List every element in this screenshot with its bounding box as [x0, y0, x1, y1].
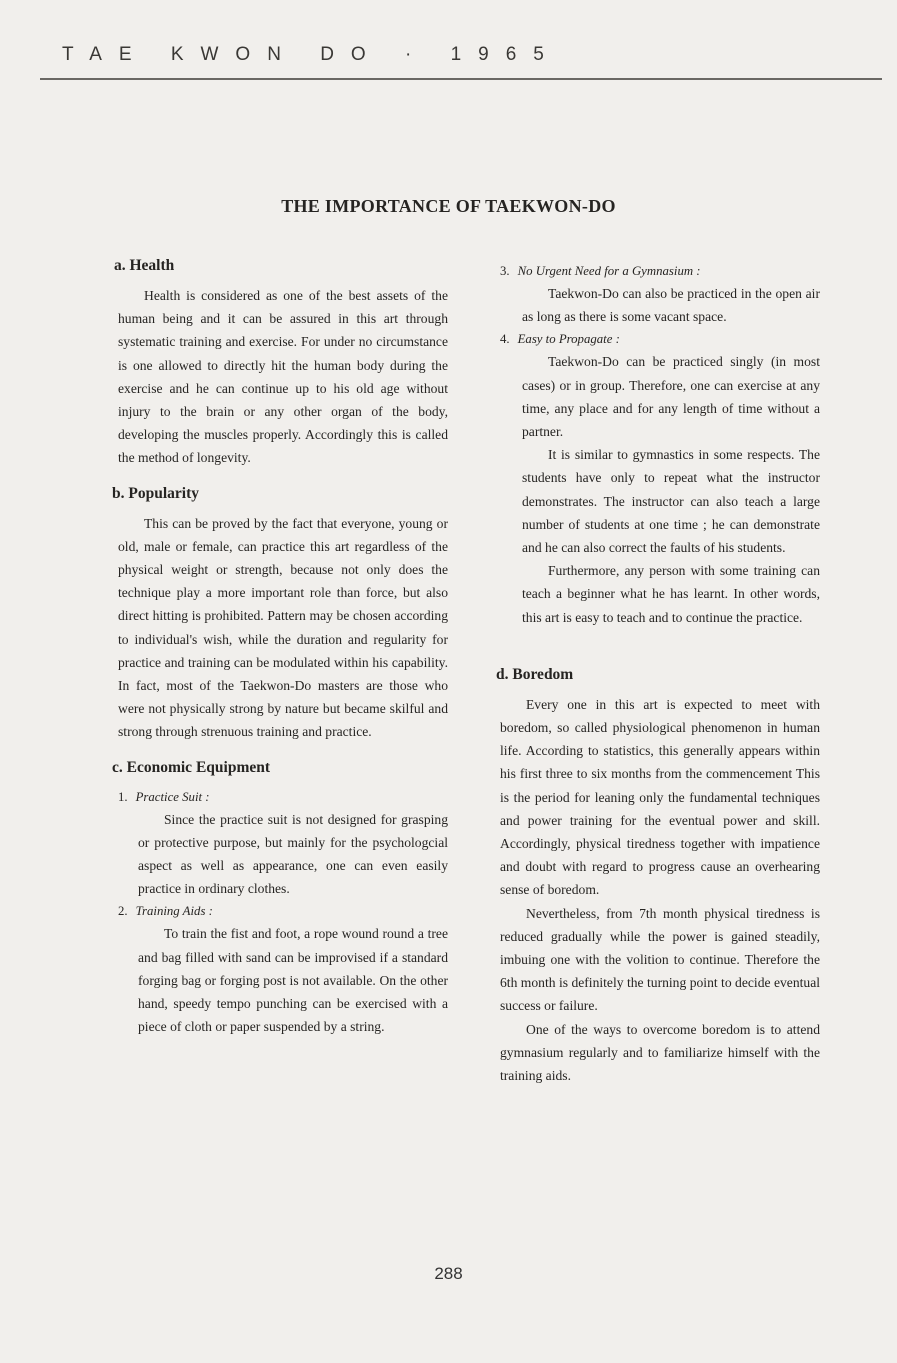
section-body-popularity: This can be proved by the fact that everyone, young or old, male or female, can practice this art regardless of the physical weight or strength, because not only does the technique play a more important role than force, but also direct hitting is prohibited. Pattern may be chosen according to individual's wish, while the duration and regularity for practice and training can be modulated within his capability. In fact, most of the Taekwon-Do masters are those who were not physically strong by nature but became skilful and strong through strenuous training and practice. — [118, 515, 448, 740]
section-paragraph-boredom: Nevertheless, from 7th month physical tiredness is reduced gradually while the power is gained steadily, imbuing one with the volition to continue. Therefore the 6th month is definitely the turning point to decide eventual success or failure. — [500, 905, 820, 1014]
section-paragraph-boredom: One of the ways to overcome boredom is to attend gymnasium regularly and to familiarize himself with the training aids. — [500, 1021, 820, 1084]
subsection-title: Training Aids : — [135, 904, 213, 919]
header-rule — [40, 78, 882, 80]
subsection-body-no-urgent-need-for-gymnasium: Taekwon-Do can also be practiced in the open air as long as there is some vacant space. — [522, 286, 820, 325]
section-paragraph-boredom: Every one in this art is expected to meet with boredom, so called physiological phenomenon in human life. According to statistics, this generally appears within his first three to six months from the commencement This is the period for leaning only the fundamental techniques and power training for the eventual power and skill. Accordingly, physical tiredness together with impatience and doubt with regard to progress cause an overhearing sense of boredom. — [500, 696, 820, 898]
running-head: TAE KWON DO · 1965 — [62, 44, 561, 65]
page-title: THE IMPORTANCE OF TAEKWON-DO — [281, 196, 616, 216]
subsection-paragraph: Furthermore, any person with some training can teach a beginner what he has learnt. In other words, this art is easy to teach and to continue the practice. — [522, 563, 820, 625]
subsection-title-training-aids — [118, 900, 448, 922]
subsection-title-no-urgent-need-for-gymnasium — [500, 260, 820, 282]
section-heading-economic-equipment: c. Economic Equipment — [112, 758, 271, 776]
page-number: 288 — [434, 1264, 463, 1283]
subsection-number: 2. — [118, 904, 128, 919]
subsection-title: Easy to Propagate : — [517, 332, 620, 347]
subsection-title-practice-suit — [118, 786, 448, 808]
subsection-body-training-aids: To train the fist and foot, a rope wound round a tree and bag filled with sand can be improvised if a standard forging bag or forging post is not available. On the other hand, speedy tempo punching can be exercised with a piece of cloth or paper suspended by a string. — [138, 926, 448, 1035]
left-column — [112, 254, 448, 1038]
section-body-health: Health is considered as one of the best assets of the human being and it can be assured in this art through systematic training and exercise. For under no circumstance is one allowed to directly hit the human body during the exercise and he can continue up to his old age without injury to the brain or any other organ of the body, developing the muscles properly. Accordingly this is called the method of longevity. — [118, 288, 448, 466]
subsection-paragraph: It is similar to gymnastics in some respects. The students have only to repeat what the instructor demonstrates. The instructor can also teach a large number of students at one time ; he can demonstrate and he can also correct the faults of his students. — [522, 447, 820, 556]
section-heading-health: a. Health — [114, 257, 175, 274]
subsection-number: 4. — [500, 332, 510, 347]
subsection-paragraph: Taekwon-Do can be practiced singly (in most cases) or in group. Therefore, one can exercise at any time, any place and for any length of time without a partner. — [522, 354, 820, 440]
subsection-number: 1. — [118, 789, 128, 804]
subsection-title: Practice Suit : — [135, 789, 210, 804]
section-heading-boredom: d. Boredom — [496, 665, 574, 683]
right-column — [496, 260, 820, 1087]
subsection-body-practice-suit: Since the practice suit is not designed for grasping or protective purpose, but mainly for the psychologcial aspect as well as appearance, one can even easily practice in ordinary clothes. — [138, 811, 448, 897]
subsection-title: No Urgent Need for a Gymnasium : — [517, 264, 701, 278]
section-heading-popularity: b. Popularity — [112, 484, 199, 502]
subsection-title-easy-to-propagate — [500, 328, 820, 350]
subsection-number: 3. — [500, 264, 510, 278]
